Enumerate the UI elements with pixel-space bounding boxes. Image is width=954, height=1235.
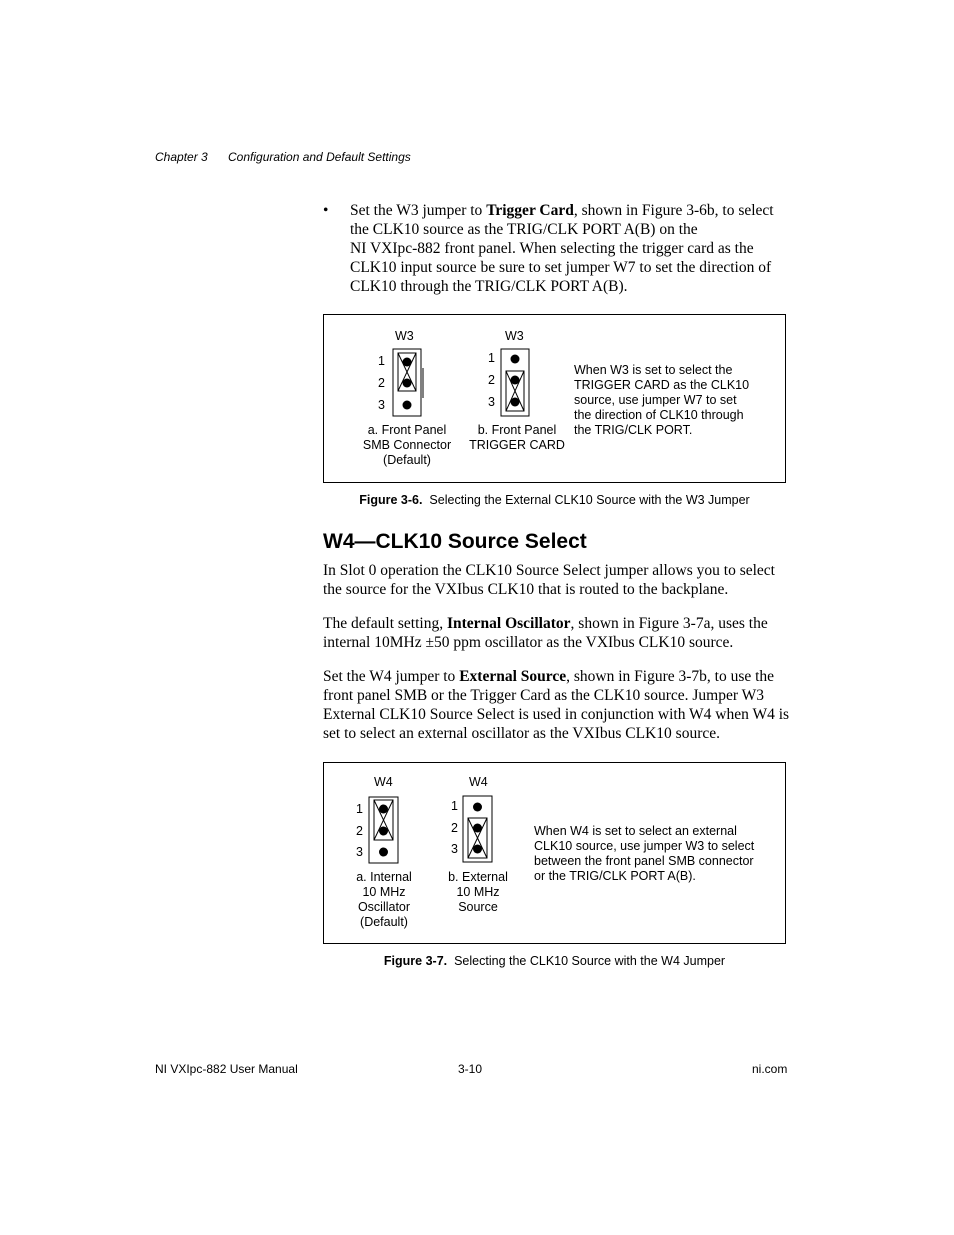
- section-heading: W4—CLK10 Source Select: [323, 530, 587, 553]
- w3-b-pin-1: 1: [488, 351, 495, 365]
- external-source-term: External Source: [459, 668, 567, 685]
- trigger-card-term: Trigger Card: [486, 202, 574, 219]
- figure-3-6: [323, 314, 786, 483]
- w4-a-title: W4: [374, 775, 393, 789]
- w4-b-pin-2: 2: [451, 821, 458, 835]
- internal-oscillator-term: Internal Oscillator: [446, 615, 571, 632]
- paragraph-slot0: In Slot 0 operation the CLK10 Source Select jumper allows you to select the source for the VXIbus CLK10 that is routed to the backplane.: [323, 562, 775, 598]
- w4-a-pin-1: 1: [356, 802, 363, 816]
- w4-a-jumper-diagram: [368, 796, 400, 866]
- w3-note: When W3 is set to select the TRIGGER CARD as the CLK10 source, use jumper W7 to set the direction of CLK10 through the TRIG/CLK PORT.: [574, 363, 750, 437]
- w4-a-caption: a. Internal 10 MHz Oscillator (Default): [356, 870, 412, 929]
- w3-b-title: W3: [505, 329, 524, 343]
- w3-a-caption: a. Front Panel SMB Connector (Default): [362, 423, 452, 467]
- w3-a-title: W3: [395, 329, 414, 343]
- w4-b-pin-1: 1: [451, 799, 458, 813]
- figure-3-7-caption: Figure 3-7. Selecting the CLK10 Source with the W4 Jumper: [383, 954, 726, 968]
- w4-b-title: W4: [469, 775, 488, 789]
- figure-3-7: [323, 762, 786, 944]
- w3-a-jumper-diagram: [392, 348, 424, 418]
- header-title: Configuration and Default Settings: [228, 150, 411, 164]
- w3-b-pin-3: 3: [488, 395, 495, 409]
- paragraph-external-source: Set the W4 jumper to External Source, shown in Figure 3-7b, to use the front panel SMB or the Trigger Card as the CLK10 source. Jumper W3 External CLK10 Source Select is used in conjunction with W4 when W4 is set to select an external oscillator as the VXIbus CLK10 source.: [323, 668, 790, 742]
- paragraph-default-setting: The default setting, Internal Oscillator, shown in Figure 3-7a, uses the internal 10MHz ±50 ppm oscillator as the VXIbus CLK10 source.: [323, 615, 768, 651]
- w3-b-jumper-diagram: [500, 348, 532, 418]
- bullet-paragraph: Set the W3 jumper to Trigger Card, shown in Figure 3-6b, to select the CLK10 source as the TRIG/CLK PORT A(B) on the NI VXIpc-882 front panel. When selecting the trigger card as the CLK10 input source be sure to set jumper W7 to set the direction of CLK10 through the TRIG/CLK PORT A(B).: [350, 202, 774, 295]
- footer-website: ni.com: [752, 1062, 788, 1076]
- figure-3-6-caption: Figure 3-6. Selecting the External CLK10 Source with the W3 Jumper: [359, 493, 750, 507]
- w4-b-caption: b. External 10 MHz Source: [448, 870, 508, 914]
- w3-a-pin-1: 1: [378, 354, 385, 368]
- header-chapter: Chapter 3: [155, 150, 208, 164]
- w4-a-pin-2: 2: [356, 824, 363, 838]
- w3-a-pin-2: 2: [378, 376, 385, 390]
- w3-b-caption: b. Front Panel TRIGGER CARD: [469, 423, 565, 452]
- w3-a-pin-3: 3: [378, 398, 385, 412]
- footer-manual-title: NI VXIpc-882 User Manual: [155, 1062, 298, 1076]
- w4-note: When W4 is set to select an external CLK10 source, use jumper W3 to select between the front panel SMB connector or the TRIG/CLK PORT A(B).: [534, 824, 755, 883]
- w3-b-pin-2: 2: [488, 373, 495, 387]
- bullet-symbol: •: [323, 202, 329, 219]
- w4-b-pin-3: 3: [451, 842, 458, 856]
- footer-page-number: 3-10: [458, 1062, 483, 1076]
- w4-a-pin-3: 3: [356, 845, 363, 859]
- w4-b-jumper-diagram: [462, 795, 494, 865]
